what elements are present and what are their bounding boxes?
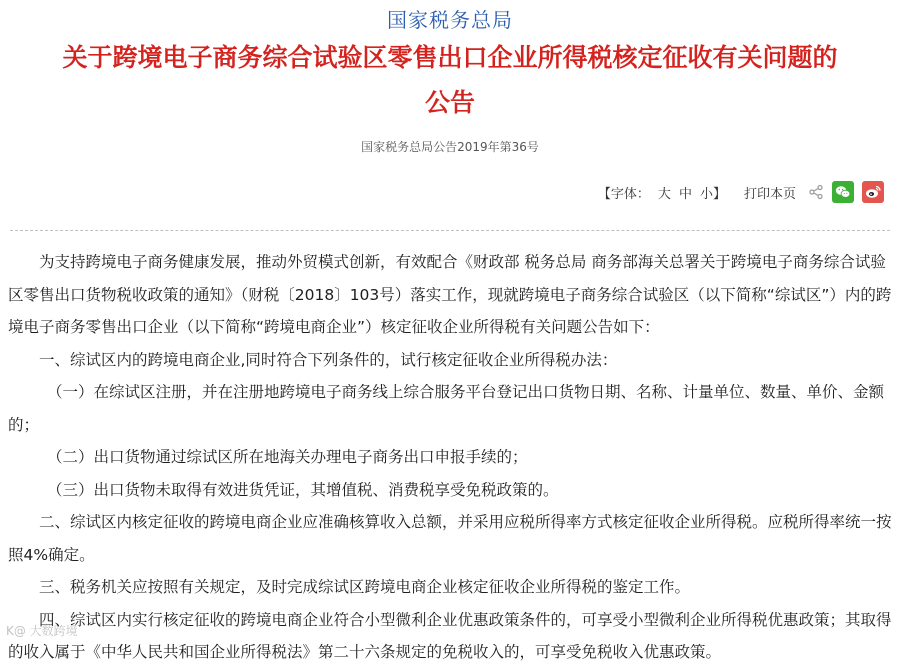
share-icon[interactable] [808,184,824,200]
article-body [8,246,892,669]
watermark: K@ 大数跨境 [6,624,78,638]
article-toolbar [598,178,884,206]
intro-paragraph: 为支持跨境电子商务健康发展，推动外贸模式创新，有效配合《财政部 税务总局 商务部海关总署关于跨境电子商务综合试验区零售出口货物税收政策的通知》（财税〔2018〕103号）落实工作，现就跨境电子商务综合试验区（以下简称“综试区”）内的跨境电子商务零售出口企业（以下简称“跨境电商企业”）核定征收企业所得税有关问题公告如下： [8,253,892,336]
clause-1-3: （三）出口货物未取得有效进货凭证，其增值税、消费税享受免税政策的。 [47,480,559,499]
font-size-label: 【字体： [597,186,650,202]
clause-2: 二、综试区内核定征收的跨境电商企业应准确核算收入总额，并采用应税所得率方式核定征收企业所得税。应税所得率统一按照4%确定。 [8,513,892,564]
clause-3: 三、税务机关应按照有关规定，及时完成综试区跨境电商企业核定征收企业所得税的鉴定工作。 [39,578,691,596]
document-number: 国家税务总局公告2019年第36号 [361,140,539,154]
clause-1-1: （一）在综试区注册，并在注册地跨境电子商务线上综合服务平台登记出口货物日期、名称、计量单位、数量、单价、金额的； [8,383,885,434]
clause-4: 四、综试区内实行核定征收的跨境电商企业符合小型微利企业优惠政策条件的，可享受小型微利企业所得税优惠政策；其取得的收入属于《中华人民共和国企业所得税法》第二十六条规定的免税收入的，可享受免税收入优惠政策。 [8,610,892,661]
weibo-icon[interactable] [862,181,884,203]
print-page-link[interactable]: 打印本页 [743,186,796,202]
font-size-label-end: 】 [712,186,726,202]
font-size-small-button[interactable]: 小 [699,186,713,202]
clause-1: 一、综试区内的跨境电商企业,同时符合下列条件的，试行核定征收企业所得税办法： [39,350,618,369]
header-divider [10,230,890,231]
font-size-medium-button[interactable]: 中 [678,186,692,202]
agency-name: 国家税务总局 [387,8,513,32]
page-title: 关于跨境电子商务综合试验区零售出口企业所得税核定征收有关问题的 [62,43,838,72]
font-size-large-button[interactable]: 大 [657,186,671,202]
clause-1-2: （二）出口货物通过综试区所在地海关办理电子商务出口申报手续的； [47,448,528,466]
page-title-continued: 公告 [424,88,475,117]
wechat-icon[interactable] [832,181,854,203]
